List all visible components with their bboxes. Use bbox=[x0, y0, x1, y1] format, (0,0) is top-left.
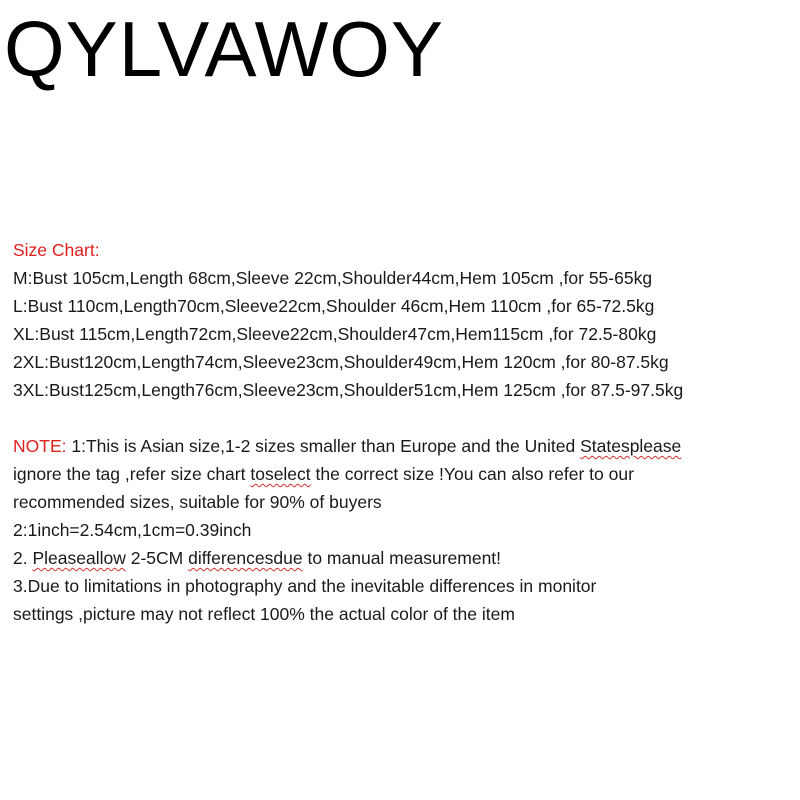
note-text: ignore the tag ,refer size chart bbox=[13, 464, 251, 484]
size-row-2xl: 2XL:Bust120cm,Length74cm,Sleeve23cm,Shoulder49cm,Hem 120cm ,for 80-87.5kg bbox=[13, 352, 669, 372]
size-row-m: M:Bust 105cm,Length 68cm,Sleeve 22cm,Shoulder44cm,Hem 105cm ,for 55-65kg bbox=[13, 268, 653, 288]
note-text: 1:This is Asian size,1-2 sizes smaller than Europe and the United bbox=[66, 436, 581, 456]
spellcheck-word: Pleaseallow bbox=[32, 548, 126, 568]
product-size-info bbox=[13, 236, 793, 628]
note-line-5 bbox=[13, 544, 793, 572]
size-chart-heading: Size Chart: bbox=[13, 240, 100, 260]
note-line-7: settings ,picture may not reflect 100% the actual color of the item bbox=[13, 604, 515, 624]
spellcheck-word: Statesplease bbox=[580, 436, 682, 456]
note-line-2 bbox=[13, 460, 793, 488]
note-line-3: recommended sizes, suitable for 90% of buyers bbox=[13, 492, 382, 512]
note-text: 2-5CM bbox=[125, 548, 189, 568]
section-spacer bbox=[13, 404, 793, 432]
note-line-1 bbox=[13, 432, 793, 460]
note-line-4: 2:1inch=2.54cm,1cm=0.39inch bbox=[13, 520, 252, 540]
note-line-6: 3.Due to limitations in photography and the inevitable differences in monitor bbox=[13, 576, 597, 596]
note-text: 2. bbox=[13, 548, 33, 568]
spellcheck-word: differencesdue bbox=[188, 548, 303, 568]
size-row-xl: XL:Bust 115cm,Length72cm,Sleeve22cm,Shoulder47cm,Hem115cm ,for 72.5-80kg bbox=[13, 324, 657, 344]
size-row-3xl: 3XL:Bust125cm,Length76cm,Sleeve23cm,Shoulder51cm,Hem 125cm ,for 87.5-97.5kg bbox=[13, 380, 684, 400]
note-text: to manual measurement! bbox=[302, 548, 502, 568]
note-text: the correct size !You can also refer to our bbox=[310, 464, 634, 484]
size-row-l: L:Bust 110cm,Length70cm,Sleeve22cm,Shoulder 46cm,Hem 110cm ,for 65-72.5kg bbox=[13, 296, 655, 316]
note-label: NOTE: bbox=[13, 436, 67, 456]
spellcheck-word: toselect bbox=[250, 464, 311, 484]
brand-logo-text: QYLVAWOY bbox=[4, 5, 444, 93]
